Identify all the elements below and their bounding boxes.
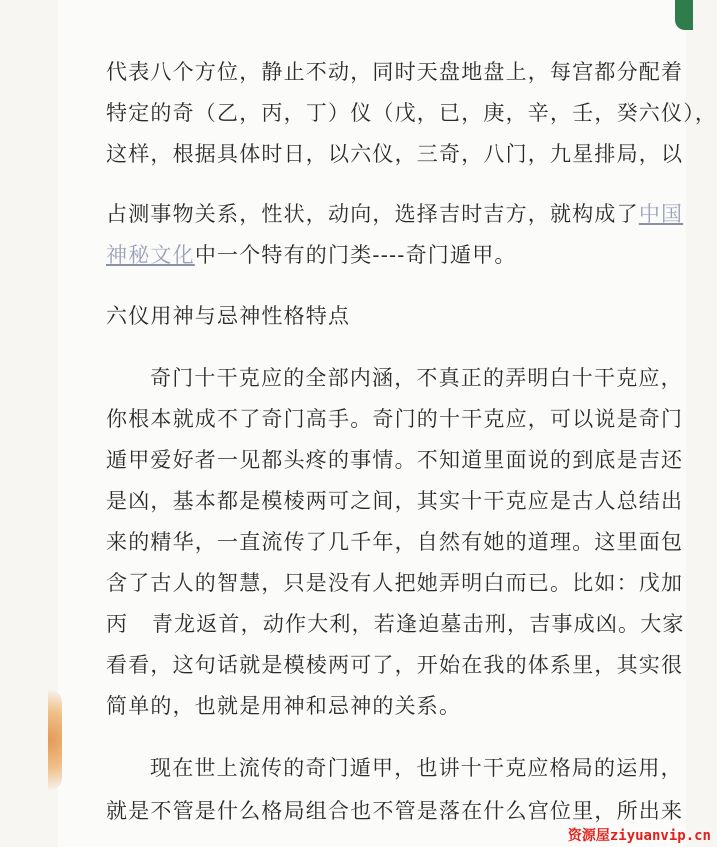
page-edge-stain <box>48 690 62 790</box>
p2-line-9: 简单的，也就是用神和忌神的关系。 <box>106 694 462 718</box>
p2-line-1: 奇门十干克应的全部内涵，不真正的弄明白十干克应， <box>150 366 683 390</box>
watermark: 资源屋ziyuanvip.cn <box>567 828 711 844</box>
china-link-part1[interactable]: 中国 <box>638 202 684 226</box>
p2-line-4: 是凶，基本都是模棱两可之间，其实十干克应是古人总结出 <box>106 489 684 513</box>
p1-line-1: 代表八个方位，静止不动，同时天盘地盘上，每宫都分配着 <box>106 60 684 84</box>
p1-line-5-text: 中一个特有的门类----奇门遁甲。 <box>194 243 517 267</box>
p1-line-3: 这样，根据具体时日，以六仪，三奇，八门，九星排局，以 <box>106 142 684 166</box>
green-tab-marker <box>675 0 693 30</box>
p2-line-7: 丙 青龙返首，动作大利，若逢迫墓击刑，吉事成凶。大家 <box>106 612 685 636</box>
p1-line-4 <box>106 202 683 226</box>
section-heading: 六仪用神与忌神性格特点 <box>106 304 351 328</box>
p2-line-6: 含了古人的智慧，只是没有人把她弄明白而已。比如：戊加 <box>106 571 684 595</box>
p1-line-2: 特定的奇（乙，丙，丁）仪（戊，已，庚，辛，壬，癸六仪）， <box>106 101 717 125</box>
p3-line-1: 现在世上流传的奇门遁甲，也讲十干克应格局的运用， <box>150 756 683 780</box>
p1-line-4-text: 占测事物关系，性状，动向，选择吉时吉方，就构成了 <box>106 202 639 226</box>
mystic-culture-link[interactable]: 神秘文化 <box>106 243 195 267</box>
p2-line-8: 看看，这句话就是模棱两可了，开始在我的体系里，其实很 <box>106 653 684 677</box>
p2-line-5: 来的精华，一直流传了几千年，自然有她的道理。这里面包 <box>106 530 684 554</box>
p1-line-5 <box>106 243 517 267</box>
p3-line-2: 就是不管是什么格局组合也不管是落在什么宫位里，所出来 <box>106 799 684 823</box>
p2-line-3: 遁甲爱好者一见都头疼的事情。不知道里面说的到底是吉还 <box>106 448 684 472</box>
p2-line-2: 你根本就成不了奇门高手。奇门的十干克应，可以说是奇门 <box>106 407 684 431</box>
